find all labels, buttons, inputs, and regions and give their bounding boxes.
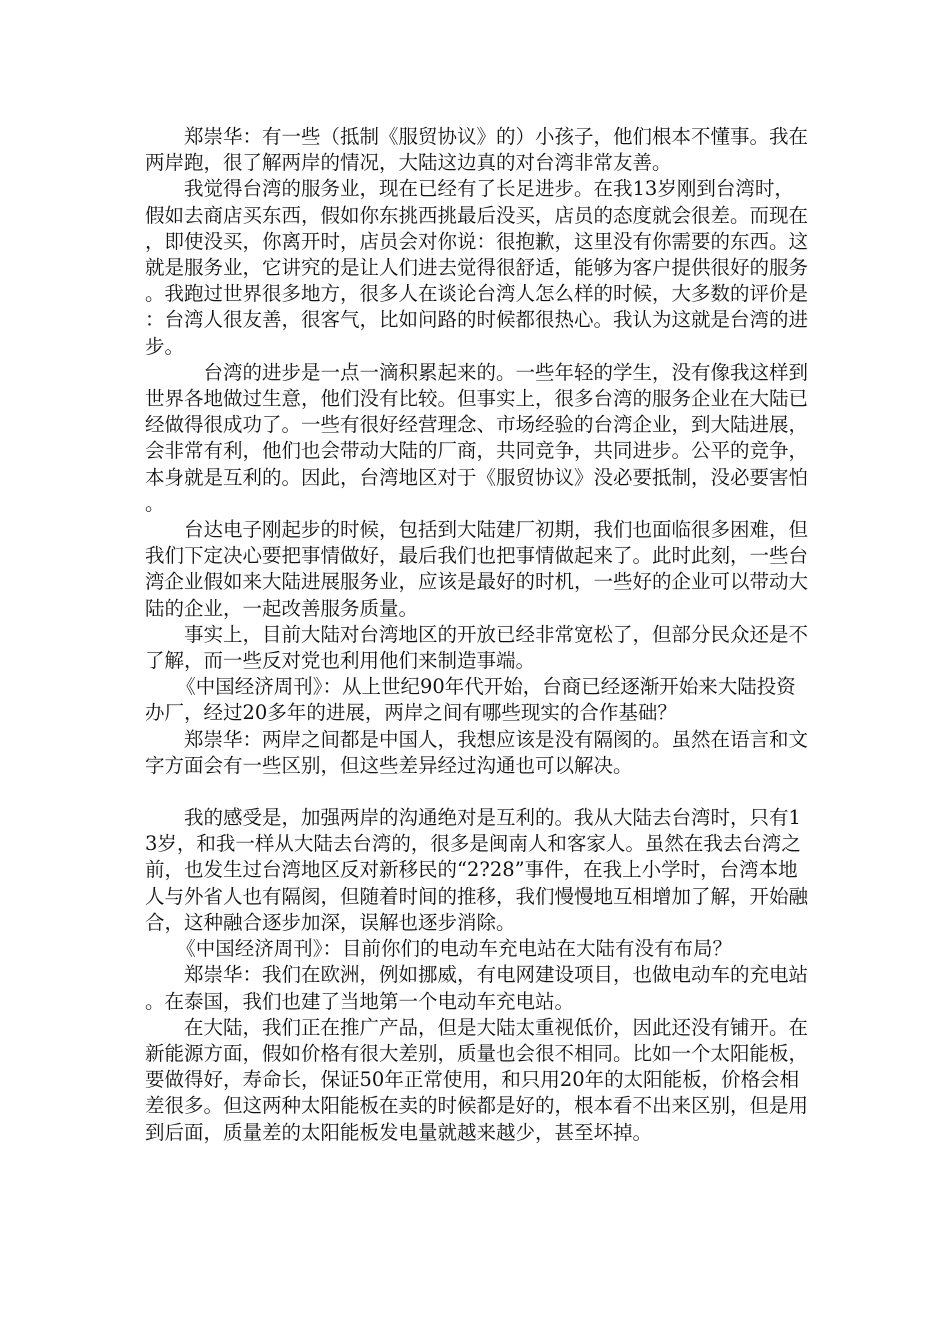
paragraph-1: 郑崇华：有一些（抵制《服贸协议》的）小孩子，他们根本不懂事。我在两岸跑，很了解两岸的情况，大陆这边真的对台湾非常友善。 bbox=[145, 125, 809, 175]
paragraph-3: 台湾的进步是一点一滴积累起来的。一些年轻的学生，没有像我这样到世界各地做过生意，他们没有比较。但事实上，很多台湾的服务企业在大陆已经做得很成功了。一些有很好经营理念、市场经验的台湾企业，到大陆进展，会非常有利，他们也会带动大陆的厂商，共同竞争，共同进步。公平的竞争，本身就是互利的。因此，台湾地区对于《服贸协议》没必要抵制，没必要害怕。 bbox=[145, 360, 809, 515]
paragraph-11: 在大陆，我们正在推广产品，但是大陆太重视低价，因此还没有铺开。在新能源方面，假如价格有很大差别，质量也会很不相同。比如一个太阳能板，要做得好，寿命长，保证50年正常使用，和只用20年的太阳能板，价格会相差很多。但这两种太阳能板在卖的时候都是好的，根本看不出来区别，但是用到后面，质量差的太阳能板发电量就越来越少，甚至坏掉。 bbox=[145, 1015, 809, 1144]
paragraph-gap bbox=[145, 779, 810, 805]
paragraph-6: 《中国经济周刊》：从上世纪90年代开始，台商已经逐渐开始来大陆投资办厂，经过20多年的进展，两岸之间有哪些现实的合作基础？ bbox=[145, 675, 796, 725]
paragraph-8: 我的感受是，加强两岸的沟通绝对是互利的。我从大陆去台湾时，只有13岁，和我一样从大陆去台湾的，很多是闽南人和客家人。虽然在我去台湾之前，也发生过台湾地区反对新移民的“2?28”事件，在我上小学时，台湾本地人与外省人也有隔阂，但随着时间的推移，我们慢慢地互相增加了解，开始融合，这种融合逐步加深，误解也逐步消除。 bbox=[145, 806, 809, 934]
paragraph-9: 《中国经济周刊》：目前你们的电动车充电站在大陆有没有布局？ bbox=[176, 937, 732, 961]
paragraph-4: 台达电子刚起步的时候，包括到大陆建厂初期，我们也面临很多困难，但我们下定决心要把事情做好，最后我们也把事情做起来了。此时此刻，一些台湾企业假如来大陆进展服务业，应该是最好的时机，一些好的企业可以带动大陆的企业，一起改善服务质量。 bbox=[145, 518, 809, 620]
paragraph-5: 事实上，目前大陆对台湾地区的开放已经非常宽松了，但部分民众还是不了解，而一些反对党也利用他们来制造事端。 bbox=[145, 622, 809, 673]
paragraph-2: 我觉得台湾的服务业，现在已经有了长足进步。在我13岁刚到台湾时，假如去商店买东西，假如你东挑西挑最后没买，店员的态度就会很差。而现在，即使没买，你离开时，店员会对你说：很抱歉，这里没有你需要的东西。这就是服务业，它讲究的是让人们进去觉得很舒适，能够为客户提供很好的服务。我跑过世界很多地方，很多人在谈论台湾人怎么样的时候，大多数的评价是：台湾人很友善，很客气，比如问路的时候都很热心。我认为这就是台湾的进步。 bbox=[145, 177, 809, 358]
paragraph-10: 郑崇华：我们在欧洲，例如挪威，有电网建设项目，也做电动车的充电站。在泰国，我们也建了当地第一个电动车充电站。 bbox=[145, 963, 809, 1013]
article-body bbox=[145, 124, 810, 1146]
paragraph-7: 郑崇华：两岸之间都是中国人，我想应该是没有隔阂的。虽然在语言和文字方面会有一些区别，但这些差异经过沟通也可以解决。 bbox=[145, 727, 809, 777]
